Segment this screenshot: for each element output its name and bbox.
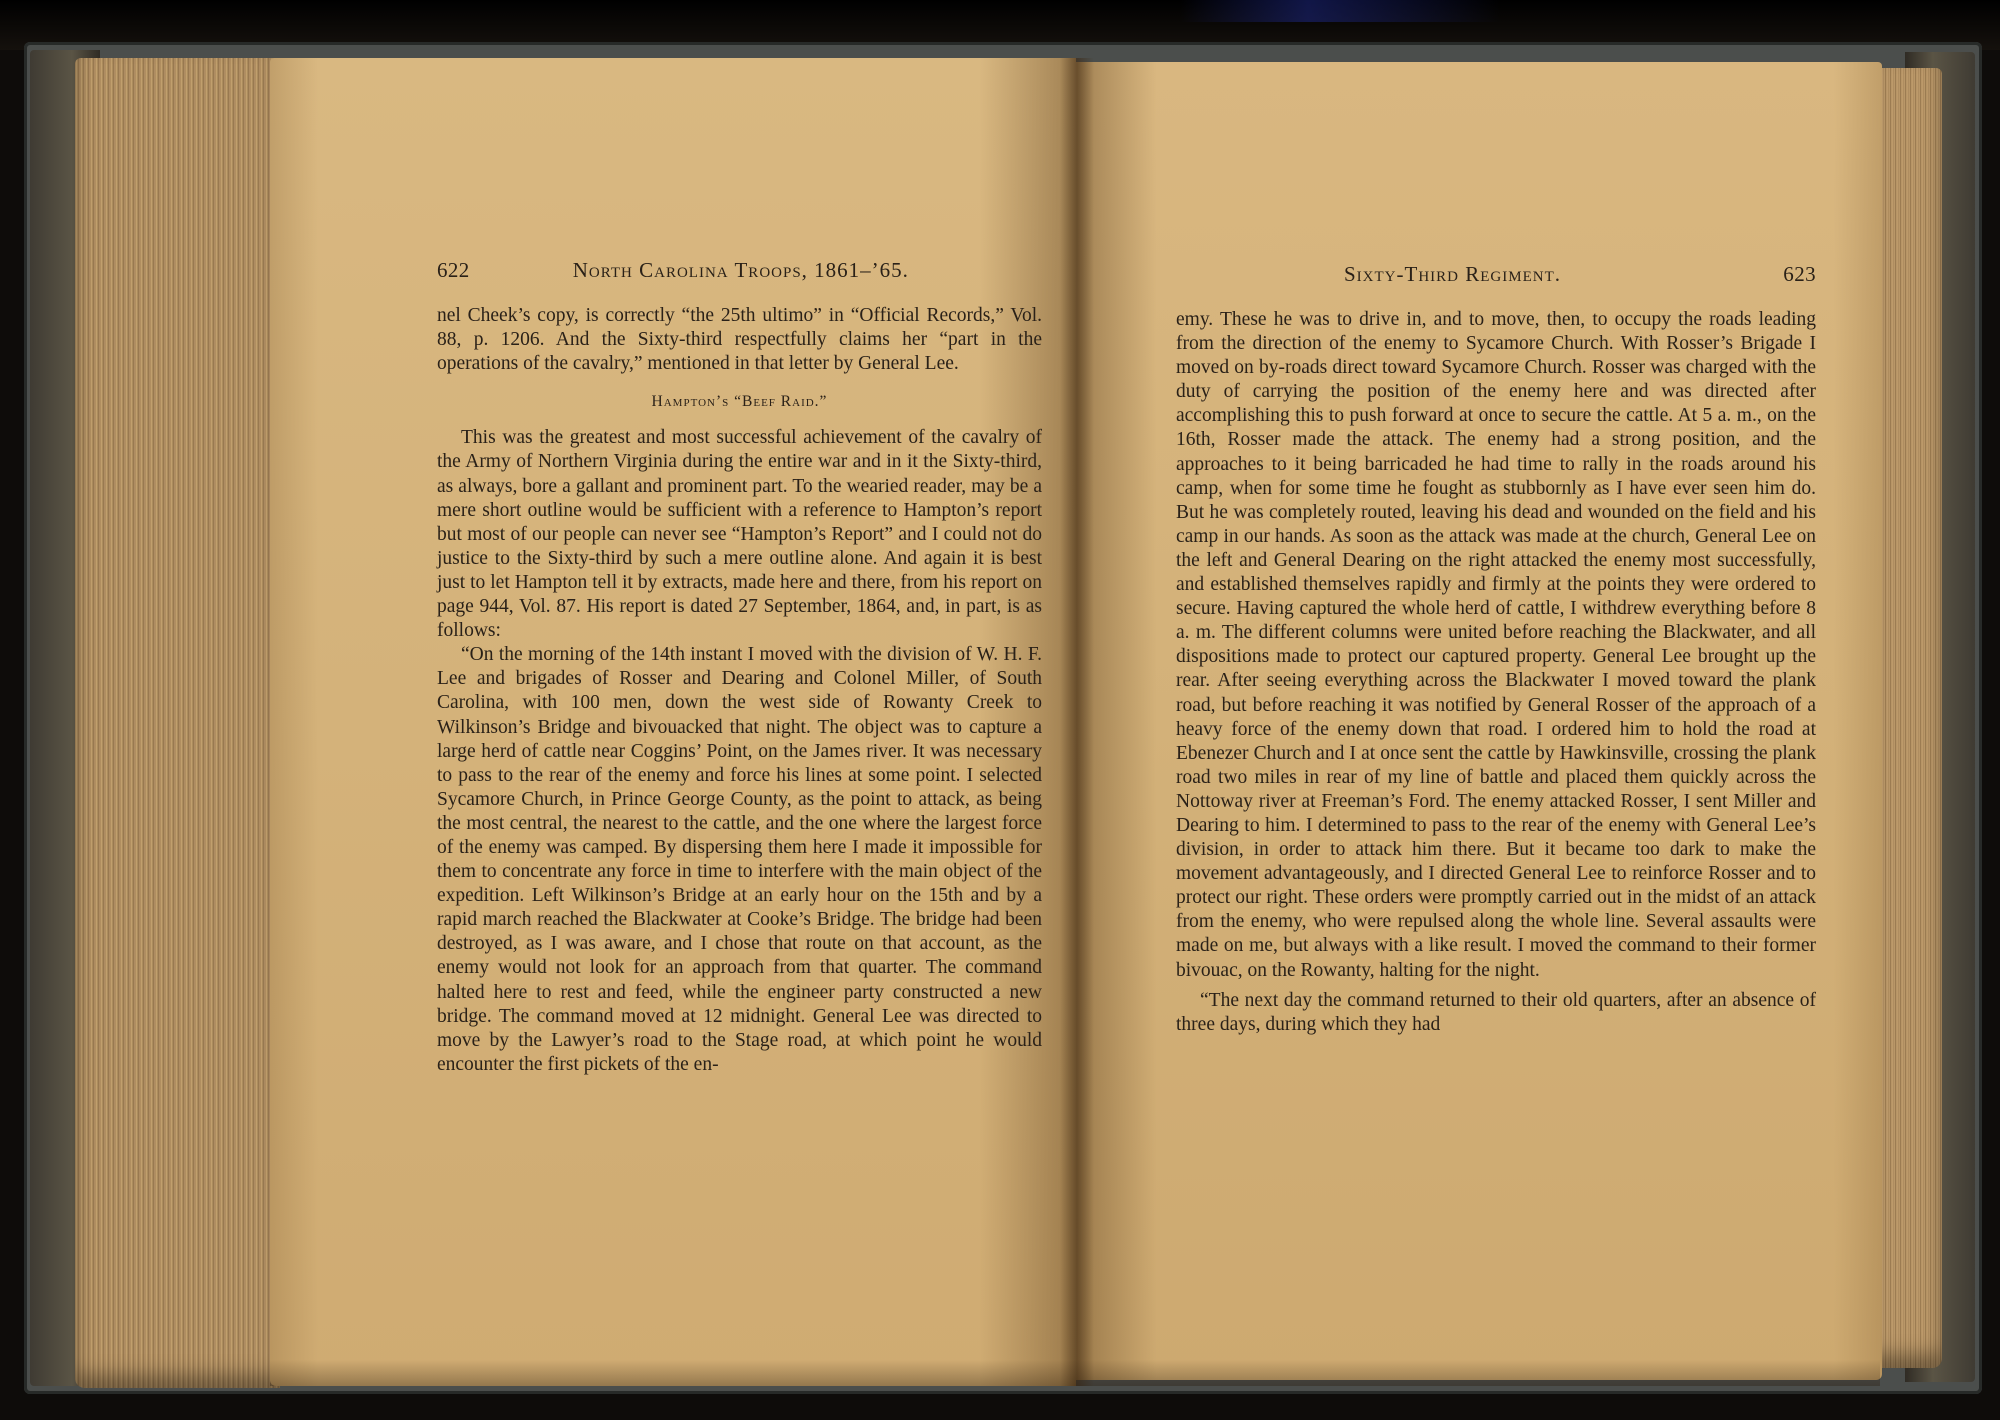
bottom-edge-shadow [270,1360,1880,1386]
left-paragraph-1: nel Cheek’s copy, is correctly “the 25th ultimo” in “Official Records,” Vol. 88, p. 1206. And the Sixty-third respectfully claims her “part in the operations of the cavalry,” mentioned in that letter by General Lee. [437,305,1042,375]
left-running-title: North Carolina Troops, 1861–’65. [572,258,909,282]
right-running-head [1344,262,1816,292]
left-paragraph-3: “On the morning of the 14th instant I moved with the division of W. H. F. Lee and brigades of Rosser and Dearing and Colonel Miller, of South Carolina, with 100 men, down the west side of Rowanty Creek to Wilkinson’s Bridge and bivouacked that night. The object was to capture a large herd of cattle near Coggins’ Point, on the James river. It was necessary to pass to the rear of the enemy and force his lines at some point. I selected Sycamore Church, in Prince George County, as the point to attack, as being the most central, the nearest to the cattle, and the one where the largest force of the enemy was camped. By dispersing them here I made it impossible for them to concentrate any force in time to interfere with the main object of the expedition. Left Wilkinson’s Bridge at an early hour on the 15th and by a rapid march reached the Blackwater at Cooke’s Bridge. The bridge had been destroyed, as I was aware, and I chose that route on that account, as the enemy would not look for an approach from that quarter. The command halted here to rest and feed, while the engineer party constructed a new bridge. The command moved at 12 midnight. General Lee was directed to move by the Lawyer’s road to the Stage road, at which point he would encounter the first pickets of the en- [437,644,1042,1075]
left-body-text [437,304,1042,1077]
section-heading: Hampton’s “Beef Raid.” [651,393,828,411]
left-page-number: 622 [437,258,470,282]
page-edges-left [75,58,280,1388]
left-running-head [437,258,1042,288]
right-page-number: 623 [1783,262,1816,286]
left-paragraph-2: This was the greatest and most successful achievement of the cavalry of the Army of Northern Virginia during the entire war and in it the Sixty-third, as always, bore a gallant and prominent part. To the wearied reader, may be a mere short outline would be sufficient with a reference to Hampton’s report but most of our people can never see “Hampton’s Report” and I could not do justice to the Sixty-third by such a mere outline alone. And again it is best just to let Hampton tell it by extracts, made here and there, from his report on page 944, Vol. 87. His report is dated 27 September, 1864, and, in part, is as follows: [437,427,1042,642]
left-page [270,58,1076,1386]
right-running-title: Sixty-Third Regiment. [1344,262,1561,286]
right-paragraph-1: emy. These he was to drive in, and to move, then, to occupy the roads leading from the direction of the enemy to Sycamore Church. With Rosser’s Brigade I moved on by-roads direct toward Sycamore Church. Rosser was charged with the duty of carrying the position of the enemy here and was directed after accomplishing this to push forward at once to secure the cattle. At 5 a. m., on the 16th, Rosser made the attack. The enemy had a strong position, and the approaches to it being barricaded he had time to rally in the roads around his camp, when for some time he fought as stubbornly as I have ever seen him do. But he was completely routed, leaving his dead and wounded on the field and his camp in our hands. As soon as the attack was made at the church, General Lee on the left and General Dearing on the right attacked the enemy most successfully, and established themselves rapidly and firmly at the points they were ordered to secure. Having captured the whole herd of cattle, I withdrew everything before 8 a. m. The different columns were united before reaching the Blackwater, and all dispositions made to protect our captured property. General Lee brought up the rear. After seeing everything across the Blackwater I moved toward the plank road, but before reaching it was notified by General Rosser of the approach of a heavy force of the enemy down that road. I ordered him to hold the road at Ebenezer Church and I at once sent the cattle by Hawkinsville, crossing the plank road two miles in rear of my line of battle and placed them quickly across the Nottoway river at Freeman’s Ford. The enemy attacked Rosser, I sent Miller and Dearing to him. I determined to pass to the rear of the enemy with General Lee’s division, in order to attack him there. But it became too dark to make the movement advantageously, and I directed General Lee to reinforce Rosser and to protect our right. These orders were promptly carried out in the midst of an attack from the enemy, who were repulsed along the whole line. Several assaults were made on me, but always with a like result. I moved the command to their former bivouac, on the Rowanty, halting for the night. [1176,309,1816,981]
book-gutter [1060,58,1094,1386]
right-paragraph-2: “The next day the command returned to their old quarters, after an absence of three days, during which they had [1176,989,1816,1035]
right-body-text [1176,308,1816,1037]
right-page [1076,62,1882,1380]
scan-color-bleed [1180,0,1500,22]
